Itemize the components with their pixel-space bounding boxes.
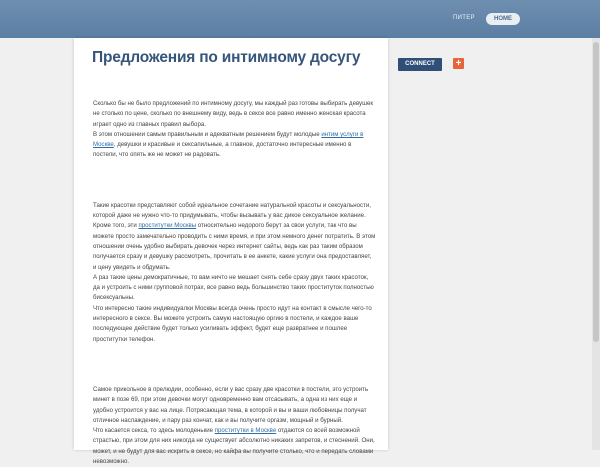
article-text: Сколько бы не было предложений по интимному досугу, мы каждый раз готовы выбирать девушек не столько по цене, сколько по внешнему виду, ведь в сексе все равно именно женская красота играет одно из главных правил выбора. [93,100,374,128]
article-text: Такие красотки представляют собой идеальное сочетание натуральной красоты и сексуальности, которой даже не нужно что-то придумывать, чтобы вызывать у вас дикое сексуальное желание. [93,201,371,220]
top-navigation-bar [0,0,600,38]
nav-home-button[interactable]: HOME [486,13,520,25]
scrollbar-thumb[interactable] [593,42,599,342]
article-text: Что интересно такие индивидуалки Москвы всегда очень просто идут на контакт в смысле чего-то интересного в сексе. Вы можете устроить самую настоящую оргию в постели, и каждое ваше последующее действие будет только усиливать эффект, будет еще развратнее и пошлее проститутки телефон. [93,304,372,343]
page-scrollbar[interactable] [592,38,600,450]
article-paragraph-1 [93,99,376,161]
article-card [74,38,388,466]
page-title: Предложения по интимному досугу [92,49,361,66]
article-text: А раз такие цены демократичные, то вам ничто не мешает снять себе сразу двух таких красоток, да и устроить с ними групповой потрах, все равно ведь большинство таких проституток полностью бисексуальны. [93,273,374,302]
article-link[interactable]: интим услуги в Москве [93,130,364,149]
article-text: Кроме того, эти [93,222,139,230]
article-paragraph-2 [93,201,376,345]
article-content [93,99,376,467]
nav-link-piter[interactable]: ПИТЕР [453,15,475,21]
article-link[interactable]: проститутки в Москве [214,427,277,435]
article-text: относительно недорого берут за свои услуги, так что вы можете просто замечательно проводить с ними время, и при этом немного денег потратить. В этом отношении очень удобно выбирать девочек через интернет сайты, ведь как раз таким образом получается сразу и девушку рассмотреть, прочитать в ее анкете, какие услуги она предоставляет, и цену увидеть и обдумать. [93,222,376,271]
article-text: Самое прикольное в прелюдии, особенно, если у вас сразу две красотки в постели, это устроить минет в позе 69, при этом девочки могут одновременно вам отсасывать, а одна из них еще и удобно устроится у вас на лице. Потрясающая тема, в которой и вы и ваши любовницы получат отличное наслаждение, и пару раз кончат, как и вы получите оргазм, мощный и бурный. [93,385,369,424]
connect-button[interactable]: CONNECT [398,58,442,71]
article-text: , девушки и красивые и сексапильные, а главное, достаточно интересные именно в постели, что опять же не может не радовать. [93,141,352,159]
article-link[interactable]: проститутки Москвы [138,222,197,230]
article-text: В этом отношении самым правильным и адекватным решением будут молодые [93,130,322,138]
article-paragraph-3 [93,385,376,467]
article-text: отдаются со всей возможной страстью, при этом для них никогда не существует абсолютно никаких запретов, и стеснений. Они, может, и не будут для вас искрить в сексе, но кайфа вы получите столько, что и передать словами невозможно. [93,427,375,466]
article-text: Что касается секса, то здесь молоденькие [93,427,215,435]
plus-icon[interactable]: + [453,58,464,69]
